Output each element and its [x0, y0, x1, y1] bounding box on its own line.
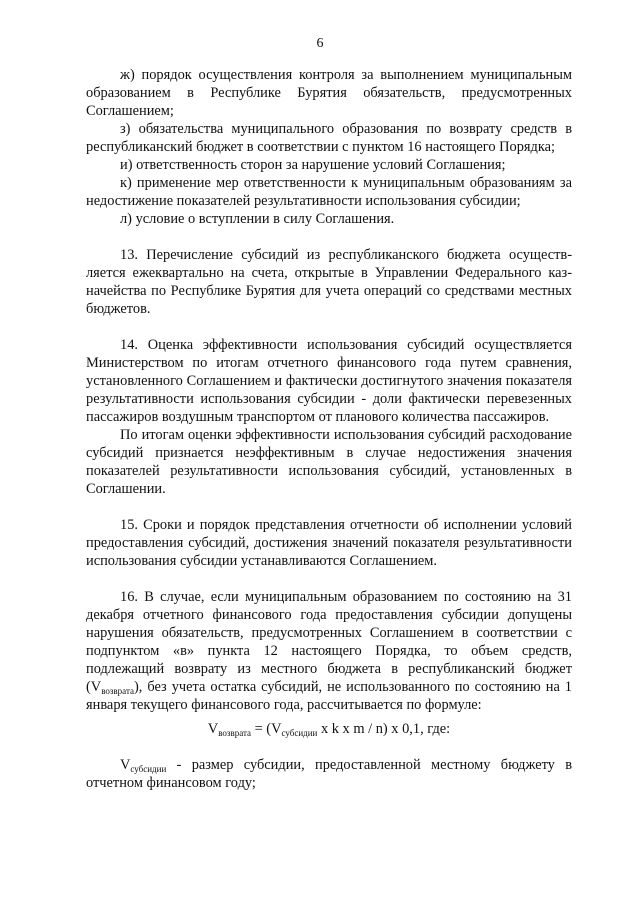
paragraph-13: 13. Перечисление субсидий из республиканского бюджета осуществляется ежеквартально на счета, открытые в Управлении Федерального казначейства по Республике Бурятия для учета операций со средствами местных бюджетов. [86, 247, 572, 317]
definition-v: V [120, 757, 131, 773]
paragraph-15: 15. Сроки и порядок представления отчетности об исполнении условий предоставления субсидий, достижения значений показателя результативности использования субсидии устанавливаются Соглашением. [86, 517, 572, 569]
paragraph-gap [86, 228, 572, 246]
paragraph-gap [86, 738, 572, 756]
formula [86, 720, 572, 738]
document-body [86, 66, 572, 792]
paragraph-16 [86, 588, 572, 714]
formula-end: x k x m / n) x 0,1, где: [317, 721, 451, 737]
definition-text: - размер субсидии, предоставленной местному бюджету в отчетном финансовом году; [86, 757, 572, 791]
definition-sub: субсидии [130, 764, 167, 774]
formula-sub-vozvrata: возврата [218, 728, 251, 738]
subscript-vozvrata: возврата [101, 686, 134, 696]
formula-v: V [207, 721, 219, 737]
list-item-zh: ж) порядок осуществления контроля за выполнением муниципальным образованием в Республике Бурятия обязательств, предусмотренных Соглашением; [86, 67, 572, 119]
paragraph-14-continued: По итогам оценки эффективности использования субсидий расходование субсидий признается неэффективным в случае недостижения значения показателей результативности использования субсидий, установленных в Соглашении. [86, 427, 572, 497]
paragraph-16-text-end: ), без учета остатка субсидий, не использованного по состоянию на 1 января текущего финансового года, рассчитывается по формуле: [86, 679, 572, 713]
page-number: 6 [316, 36, 324, 51]
formula-sub-subsidii: субсидии [281, 728, 318, 738]
list-item-l: л) условие о вступлении в силу Соглашения. [120, 211, 395, 227]
formula-middle: = (V [251, 721, 282, 737]
paragraph-14: 14. Оценка эффективности использования субсидий осуществляется Министерством по итогам отчетного финансового года путем сравнения, установленного Соглашением и фактически достигнутого значения показателя результативности использования субсидии - доли фактически перевезенных пассажиров воздушным транспортом от планового количества пассажиров. [86, 337, 572, 425]
paragraph-gap [86, 570, 572, 588]
list-item-k: к) применение мер ответственности к муниципальным образованиям за недостижение показателей результативности использования субсидии; [86, 175, 572, 209]
paragraph-gap [86, 498, 572, 516]
definition-v-subsidii [86, 756, 572, 792]
paragraph-gap [86, 318, 572, 336]
list-item-z: з) обязательства муниципального образования по возврату средств в республиканский бюджет в соответствии с пунктом 16 настоящего Порядка; [86, 121, 572, 155]
list-item-i: и) ответственность сторон за нарушение условий Соглашения; [120, 157, 506, 173]
paragraph-16-text: 16. В случае, если муниципальным образованием по состоянию на 31 декабря отчетного финансового года предоставления субсидии допущены нарушения обязательств, предусмотренных Соглашением в соответствии с подпунктом «в» пункта 12 настоящего Порядка, то объем средств, подлежащий возврату из местного бюджета в республиканский бюджет (V [86, 589, 572, 695]
